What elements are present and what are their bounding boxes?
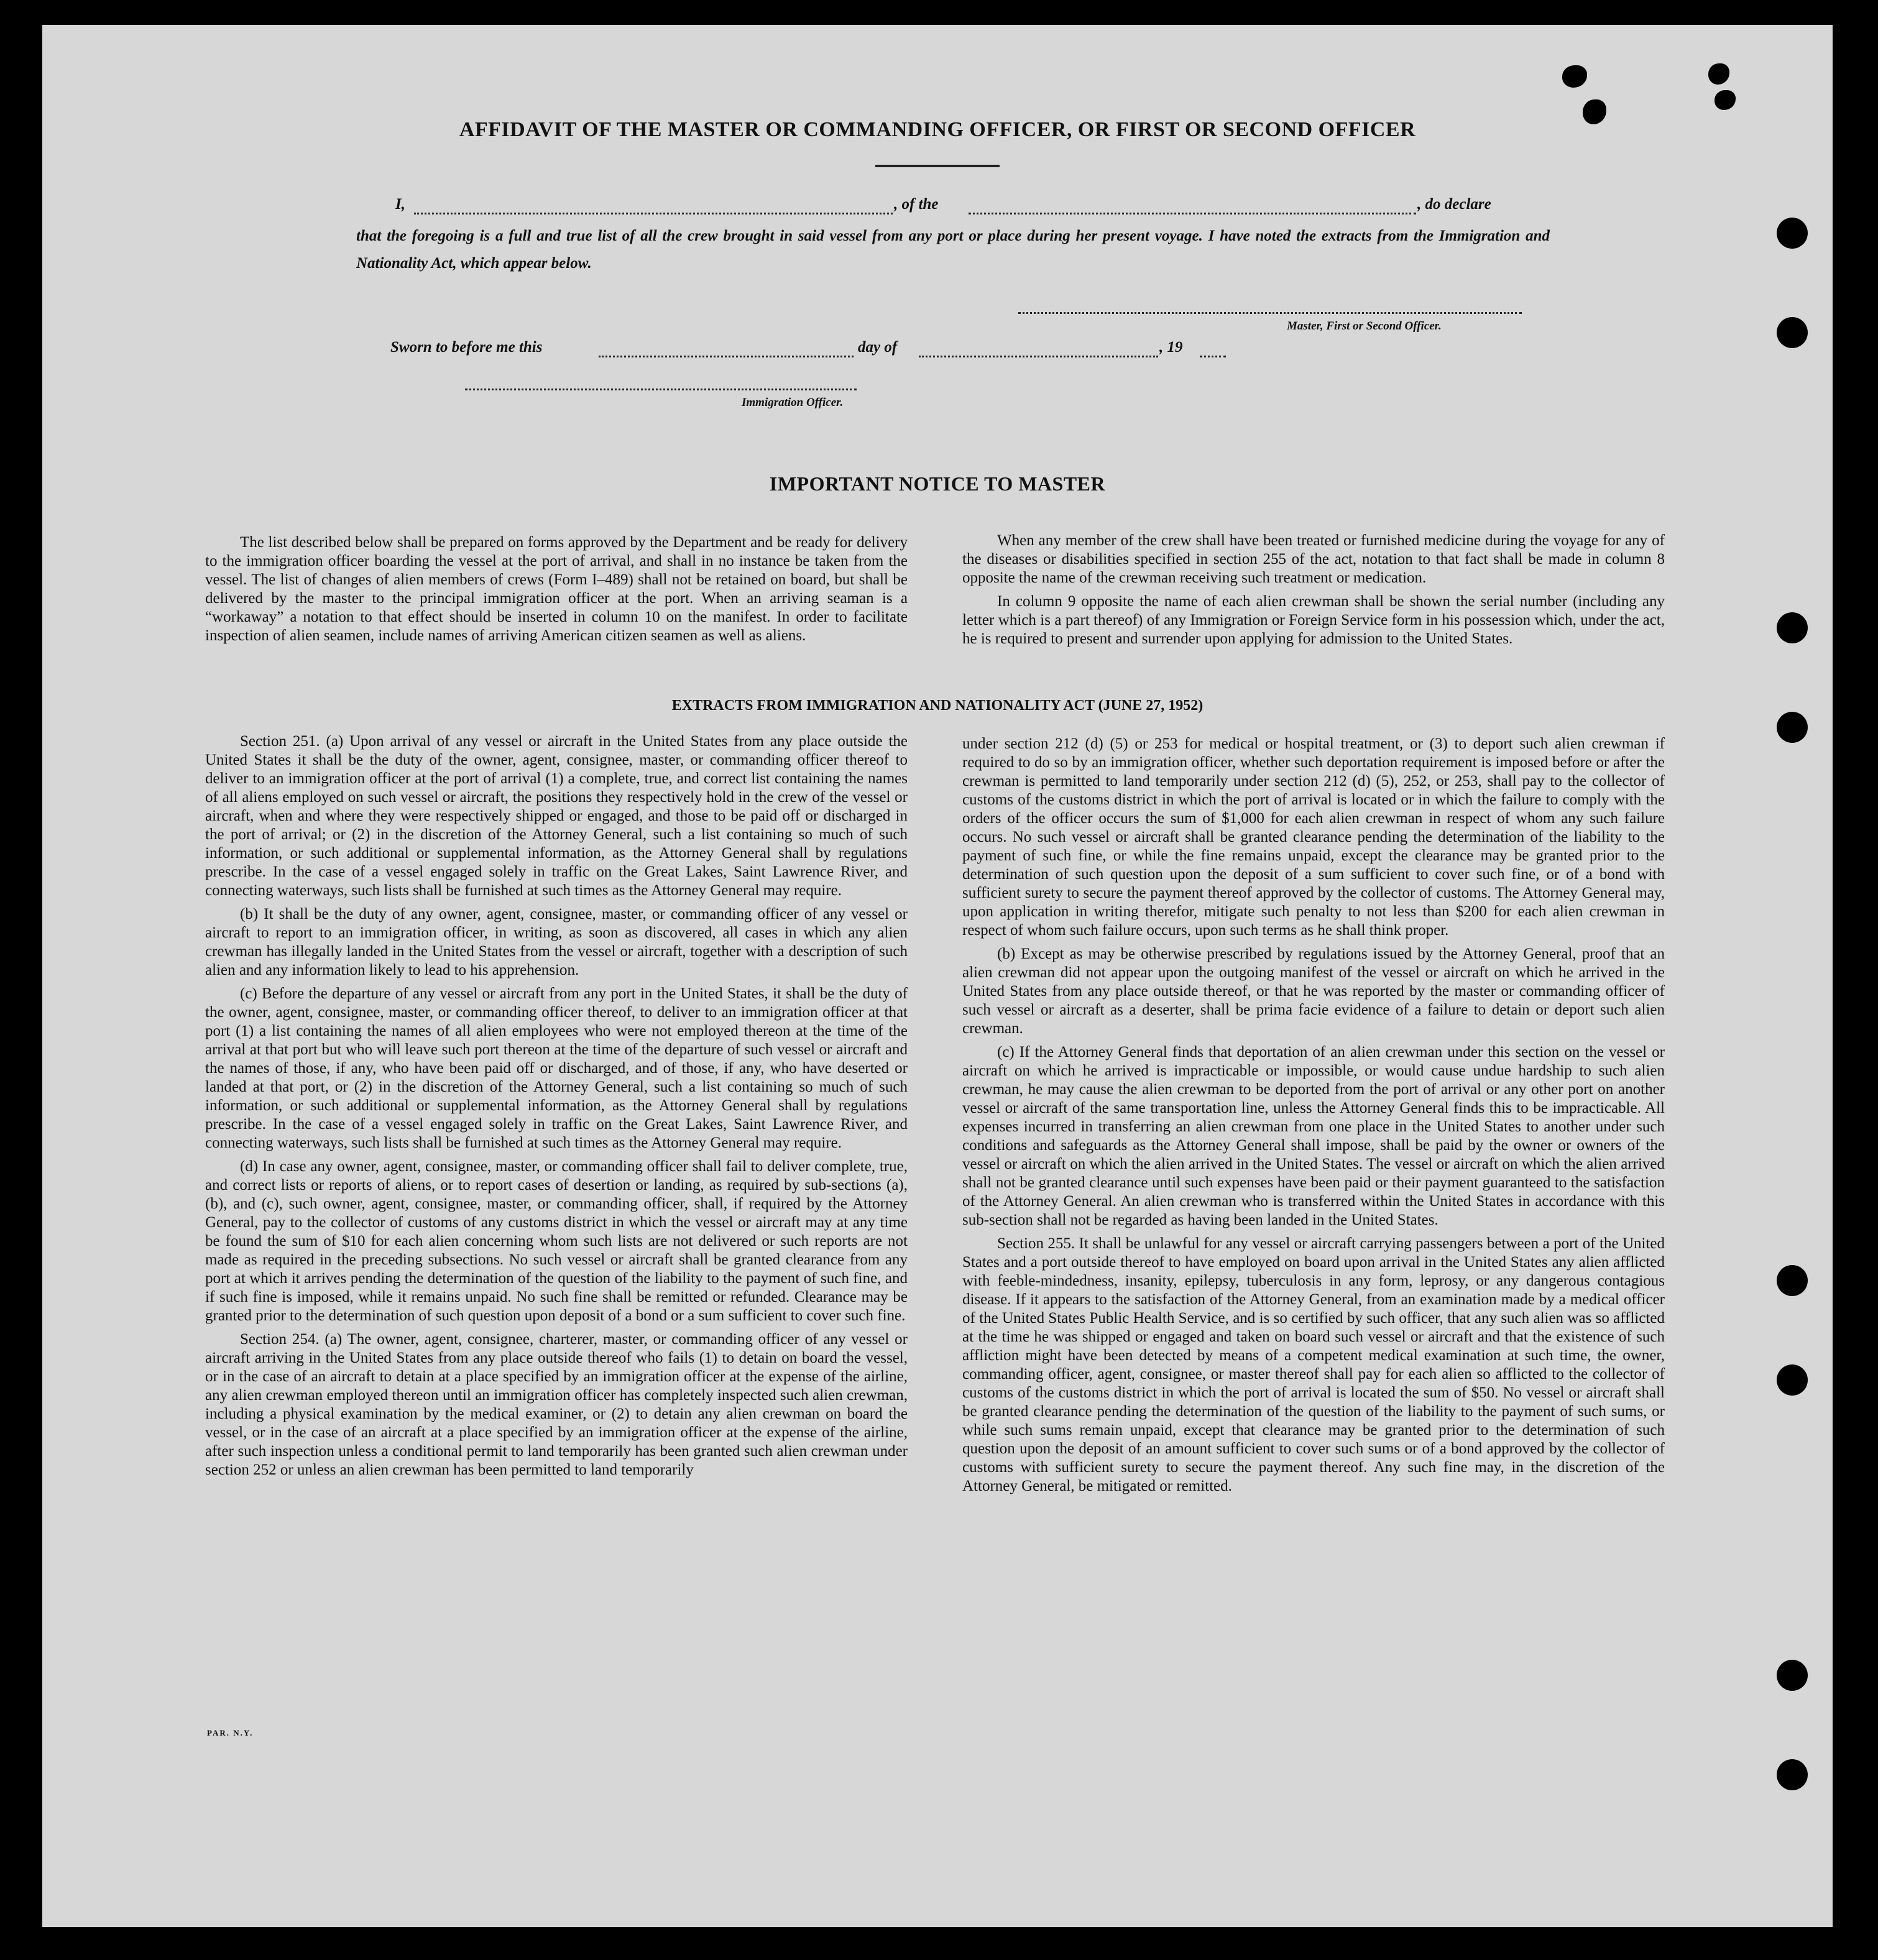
binder-hole	[1777, 1364, 1808, 1396]
sworn-month-blank	[919, 356, 1158, 357]
vessel-blank	[969, 213, 1416, 214]
declaration-text: that the foregoing is a full and true list of all the crew brought in said vessel from any port or place during her present voyage. I have noted the extracts from the Immigration and Nationality Act, which appear below.	[356, 228, 1550, 272]
sworn-label: Sworn to before me this	[390, 339, 543, 356]
extract-paragraph: (c) If the Attorney General finds that deportation of an alien crewman under this section on the vessel or aircraft on which he arrived is impracticable or impossible, or would cause undue hardship to such alien crewman, he may cause the alien crewman to be deported from the port of arrival or any other port on another vessel or aircraft of the same transportation line, unless the Attorney General finds this to be impracticable. All expenses incurred in transferring an alien crewman from one place in the United States to another under such conditions and safeguards as the Attorney General shall impose, shall be paid by the owner or owners of the vessel or aircraft on which the alien arrived in the United States. The vessel or aircraft on which the alien arrived shall not be granted clearance until such expenses have been paid or their payment guaranteed to the satisfaction of the Attorney General. An alien crewman who is transferred within the United States in accordance with this sub-section shall not be regarded as having been landed in the United States.	[962, 1044, 1665, 1228]
of-the-label: , of the	[894, 196, 939, 213]
notice-right-text-1: When any member of the crew shall have been treated or furnished medicine during the voyage for any of the diseases or disabilities specified in section 255 of the act, notation to that fact shall be made in column 8 opposite the name of the crewman receiving such treatment or medication.	[962, 532, 1665, 586]
year-label: , 19	[1159, 339, 1183, 356]
extracts-left-column	[205, 732, 908, 1484]
extract-paragraph: (c) Before the departure of any vessel or aircraft from any port in the United States, it shall be the duty of the owner, agent, consignee, master, or commanding officer thereof, to deliver to an immigration officer at that port (1) a list containing the names of all alien employees who were not employed thereon at the time of the arrival at that port but who will leave such port thereon at the time of the departure of such vessel or aircraft and the names of those, if any, who have been paid off or discharged, and of those, if any, who have deserted or landed at that port, or (2) in the discretion of the Attorney General, such a list containing so much of such information, or such additional or supplemental information, as the Attorney General shall by regulations prescribe. In the case of a vessel engaged solely in traffic on the Great Lakes, Saint Lawrence River, and connecting waterways, such lists shall be furnished at such times as the Attorney General may require.	[205, 985, 908, 1151]
extracts-right-column	[962, 735, 1665, 1501]
day-of-label: day of	[858, 339, 898, 356]
notice-title: IMPORTANT NOTICE TO MASTER	[769, 472, 1106, 495]
extracts-title: EXTRACTS FROM IMMIGRATION AND NATIONALITY ACT (JUNE 27, 1952)	[671, 697, 1204, 714]
year-blank	[1200, 356, 1226, 357]
extract-paragraph: (b) Except as may be otherwise prescribed by regulations issued by the Attorney General, proof that an alien crewman did not appear upon the outgoing manifest of the vessel or aircraft on which he arrived in the United States from any place outside thereof, or that he was reported by the master or commanding officer of such vessel or aircraft as a deserter, shall be prima facie evidence of a failure to detain or deport such alien crewman.	[962, 945, 1665, 1037]
affidavit-title: AFFIDAVIT OF THE MASTER OR COMMANDING OFFICER, OR FIRST OR SECOND OFFICER	[459, 118, 1416, 141]
officer-signature-line	[465, 389, 857, 390]
ink-blot	[1715, 90, 1736, 110]
master-signature-line	[1018, 312, 1522, 314]
ink-blot	[1708, 63, 1729, 85]
officer-caption: Immigration Officer.	[742, 396, 844, 409]
binder-hole	[1777, 1759, 1808, 1790]
binder-hole	[1777, 612, 1808, 643]
notice-right-column	[962, 531, 1665, 653]
title-rule	[875, 165, 1000, 167]
document-page	[42, 25, 1833, 1927]
binder-hole	[1777, 712, 1808, 743]
notice-left-text: The list described below shall be prepared on forms approved by the Department and be ready for delivery to the immigration officer boarding the vessel at the port of arrival, and shall in no instance be taken from the vessel. The list of changes of alien members of crews (Form I–489) shall not be retained on board, but shall be delivered by the master to the principal immigration officer at the port. When an arriving seaman is a “workaway” a notation to that effect should be inserted in column 10 on the manifest. In order to facilitate inspection of alien seamen, include names of arriving American citizen seamen as well as aliens.	[205, 534, 908, 644]
name-blank	[414, 213, 893, 214]
printer-mark: PAR. N.Y.	[207, 1728, 254, 1737]
binder-hole	[1777, 218, 1808, 249]
ink-blot	[1562, 65, 1587, 88]
binder-hole	[1777, 1660, 1808, 1691]
extract-paragraph: (b) It shall be the duty of any owner, agent, consignee, master, or commanding officer of any vessel or aircraft to report to an immigration officer, in writing, as soon as discovered, all cases in which any alien crewman has illegally landed in the United States from the vessel or aircraft, together with a description of such alien and any information likely to lead to his apprehension.	[205, 906, 908, 978]
sworn-day-blank	[599, 356, 854, 357]
extract-paragraph: under section 212 (d) (5) or 253 for medical or hospital treatment, or (3) to deport such alien crewman if required to do so by an immigration officer, whether such deportation requirement is imposed before or after the crewman is permitted to land temporarily under section 212 (d) (5), 252, or 253, shall pay to the collector of customs of the customs district in which the port of arrival is located or in which the failure to comply with the orders of the officer occurs the sum of $1,000 for each alien crewman in respect of whom any such failure occurs. No such vessel or aircraft shall be granted clearance pending the determination of the liability to the payment of such fine, or while the fine remains unpaid, except the clearance may be granted prior to the determination of such question upon the deposit of a sum sufficient to cover such fine, or of a bond with sufficient surety to secure the payment thereof approved by the collector of customs. The Attorney General may, upon application in writing therefor, mitigate such penalty to not less than $200 for each alien crewman in respect of whom such failure occurs, upon such terms as he shall think proper.	[962, 735, 1665, 939]
extract-paragraph: (d) In case any owner, agent, consignee, master, or commanding officer shall fail to deliver complete, true, and correct lists or reports of aliens, or to report cases of desertion or landing, as required by sub-sections (a), (b), and (c), such owner, agent, consignee, master, or commanding officer, shall, if required by the Attorney General, pay to the collector of customs of any customs district in which the vessel or aircraft may at any time be found the sum of $10 for each alien concerning whom such lists are not delivered or such reports are not made as required in the preceding subsections. No such vessel or aircraft shall be granted clearance from any port at which it arrives pending the determination of the question of the liability to the payment of such fine, and if such fine is imposed, while it remains unpaid. No such fine shall be remitted or refunded. Clearance may be granted prior to the determination of such question upon deposit of a bond or a sum sufficient to cover such fine.	[205, 1158, 908, 1324]
extract-paragraph: Section 251. (a) Upon arrival of any vessel or aircraft in the United States from any place outside the United States it shall be the duty of the owner, agent, consignee, master, or commanding officer thereof to deliver to an immigration officer at the port of arrival (1) a complete, true, and correct list containing the names of all aliens employed on such vessel or aircraft, the positions they respectively hold in the crew of the vessel or aircraft, when and where they were respectively shipped or engaged, and those to be paid off or discharged in the port of arrival; or (2) in the discretion of the Attorney General, such a list containing so much of such information, or such additional or supplemental information, as the Attorney General shall by regulations prescribe. In the case of a vessel engaged solely in traffic on the Great Lakes, Saint Lawrence River, and connecting waterways, such lists shall be furnished at such times as the Attorney General may require.	[205, 733, 908, 899]
notice-left-column	[205, 533, 908, 650]
binder-hole	[1777, 317, 1808, 348]
notice-right-text-2: In column 9 opposite the name of each alien crewman shall be shown the serial number (including any letter which is a part thereof) of any Immigration or Foreign Service form in his possession which, under the act, he is required to present and surrender upon applying for admission to the United States.	[962, 593, 1665, 647]
master-caption: Master, First or Second Officer.	[1287, 320, 1442, 333]
affidavit-i-label: I,	[395, 196, 405, 213]
binder-hole	[1777, 1265, 1808, 1296]
extract-paragraph: Section 254. (a) The owner, agent, consignee, charterer, master, or commanding officer of any vessel or aircraft arriving in the United States from any place outside thereof who fails (1) to detain on board the vessel, or in the case of an aircraft to detain at a place specified by an immigration officer at the expense of the airline, any alien crewman employed thereon until an immigration officer has completely inspected such alien crewman, including a physical examination by the medical examiner, or (2) to detain any alien crewman on board the vessel, or in the case of an aircraft at a place specified by an immigration officer at the expense of the airline, after such inspection unless a conditional permit to land temporarily has been granted such alien crewman under section 252 or unless an alien crewman has been permitted to land temporarily	[205, 1331, 908, 1478]
extract-paragraph: Section 255. It shall be unlawful for any vessel or aircraft carrying passengers between a port of the United States and a port outside thereof to have employed on board upon arrival in the United States any alien afflicted with feeble-mindedness, insanity, epilepsy, tuberculosis in any form, leprosy, or any dangerous contagious disease. If it appears to the satisfaction of the Attorney General, from an examination made by a medical officer of the United States Public Health Service, and is so certified by such officer, that any such alien was so afflicted at the time he was shipped or engaged and taken on board such vessel or aircraft and that the existence of such affliction might have been detected by means of a competent medical examination at such time, the owner, commanding officer, agent, consignee, or master thereof shall pay for each alien so afflicted to the collector of customs of the customs district in which the port of arrival is located the sum of $50. No vessel or aircraft shall be granted clearance pending the determination of the question of the liability to the payment of such sums, or while such sums remain unpaid, except that clearance may be granted prior to the determination of such question upon the deposit of an amount sufficient to cover such sums or of a bond approved by the collector of customs with sufficient surety to secure the payment thereof. Any such fine may, in the discretion of the Attorney General, be mitigated or remitted.	[962, 1235, 1665, 1494]
do-declare-label: , do declare	[1417, 196, 1491, 213]
